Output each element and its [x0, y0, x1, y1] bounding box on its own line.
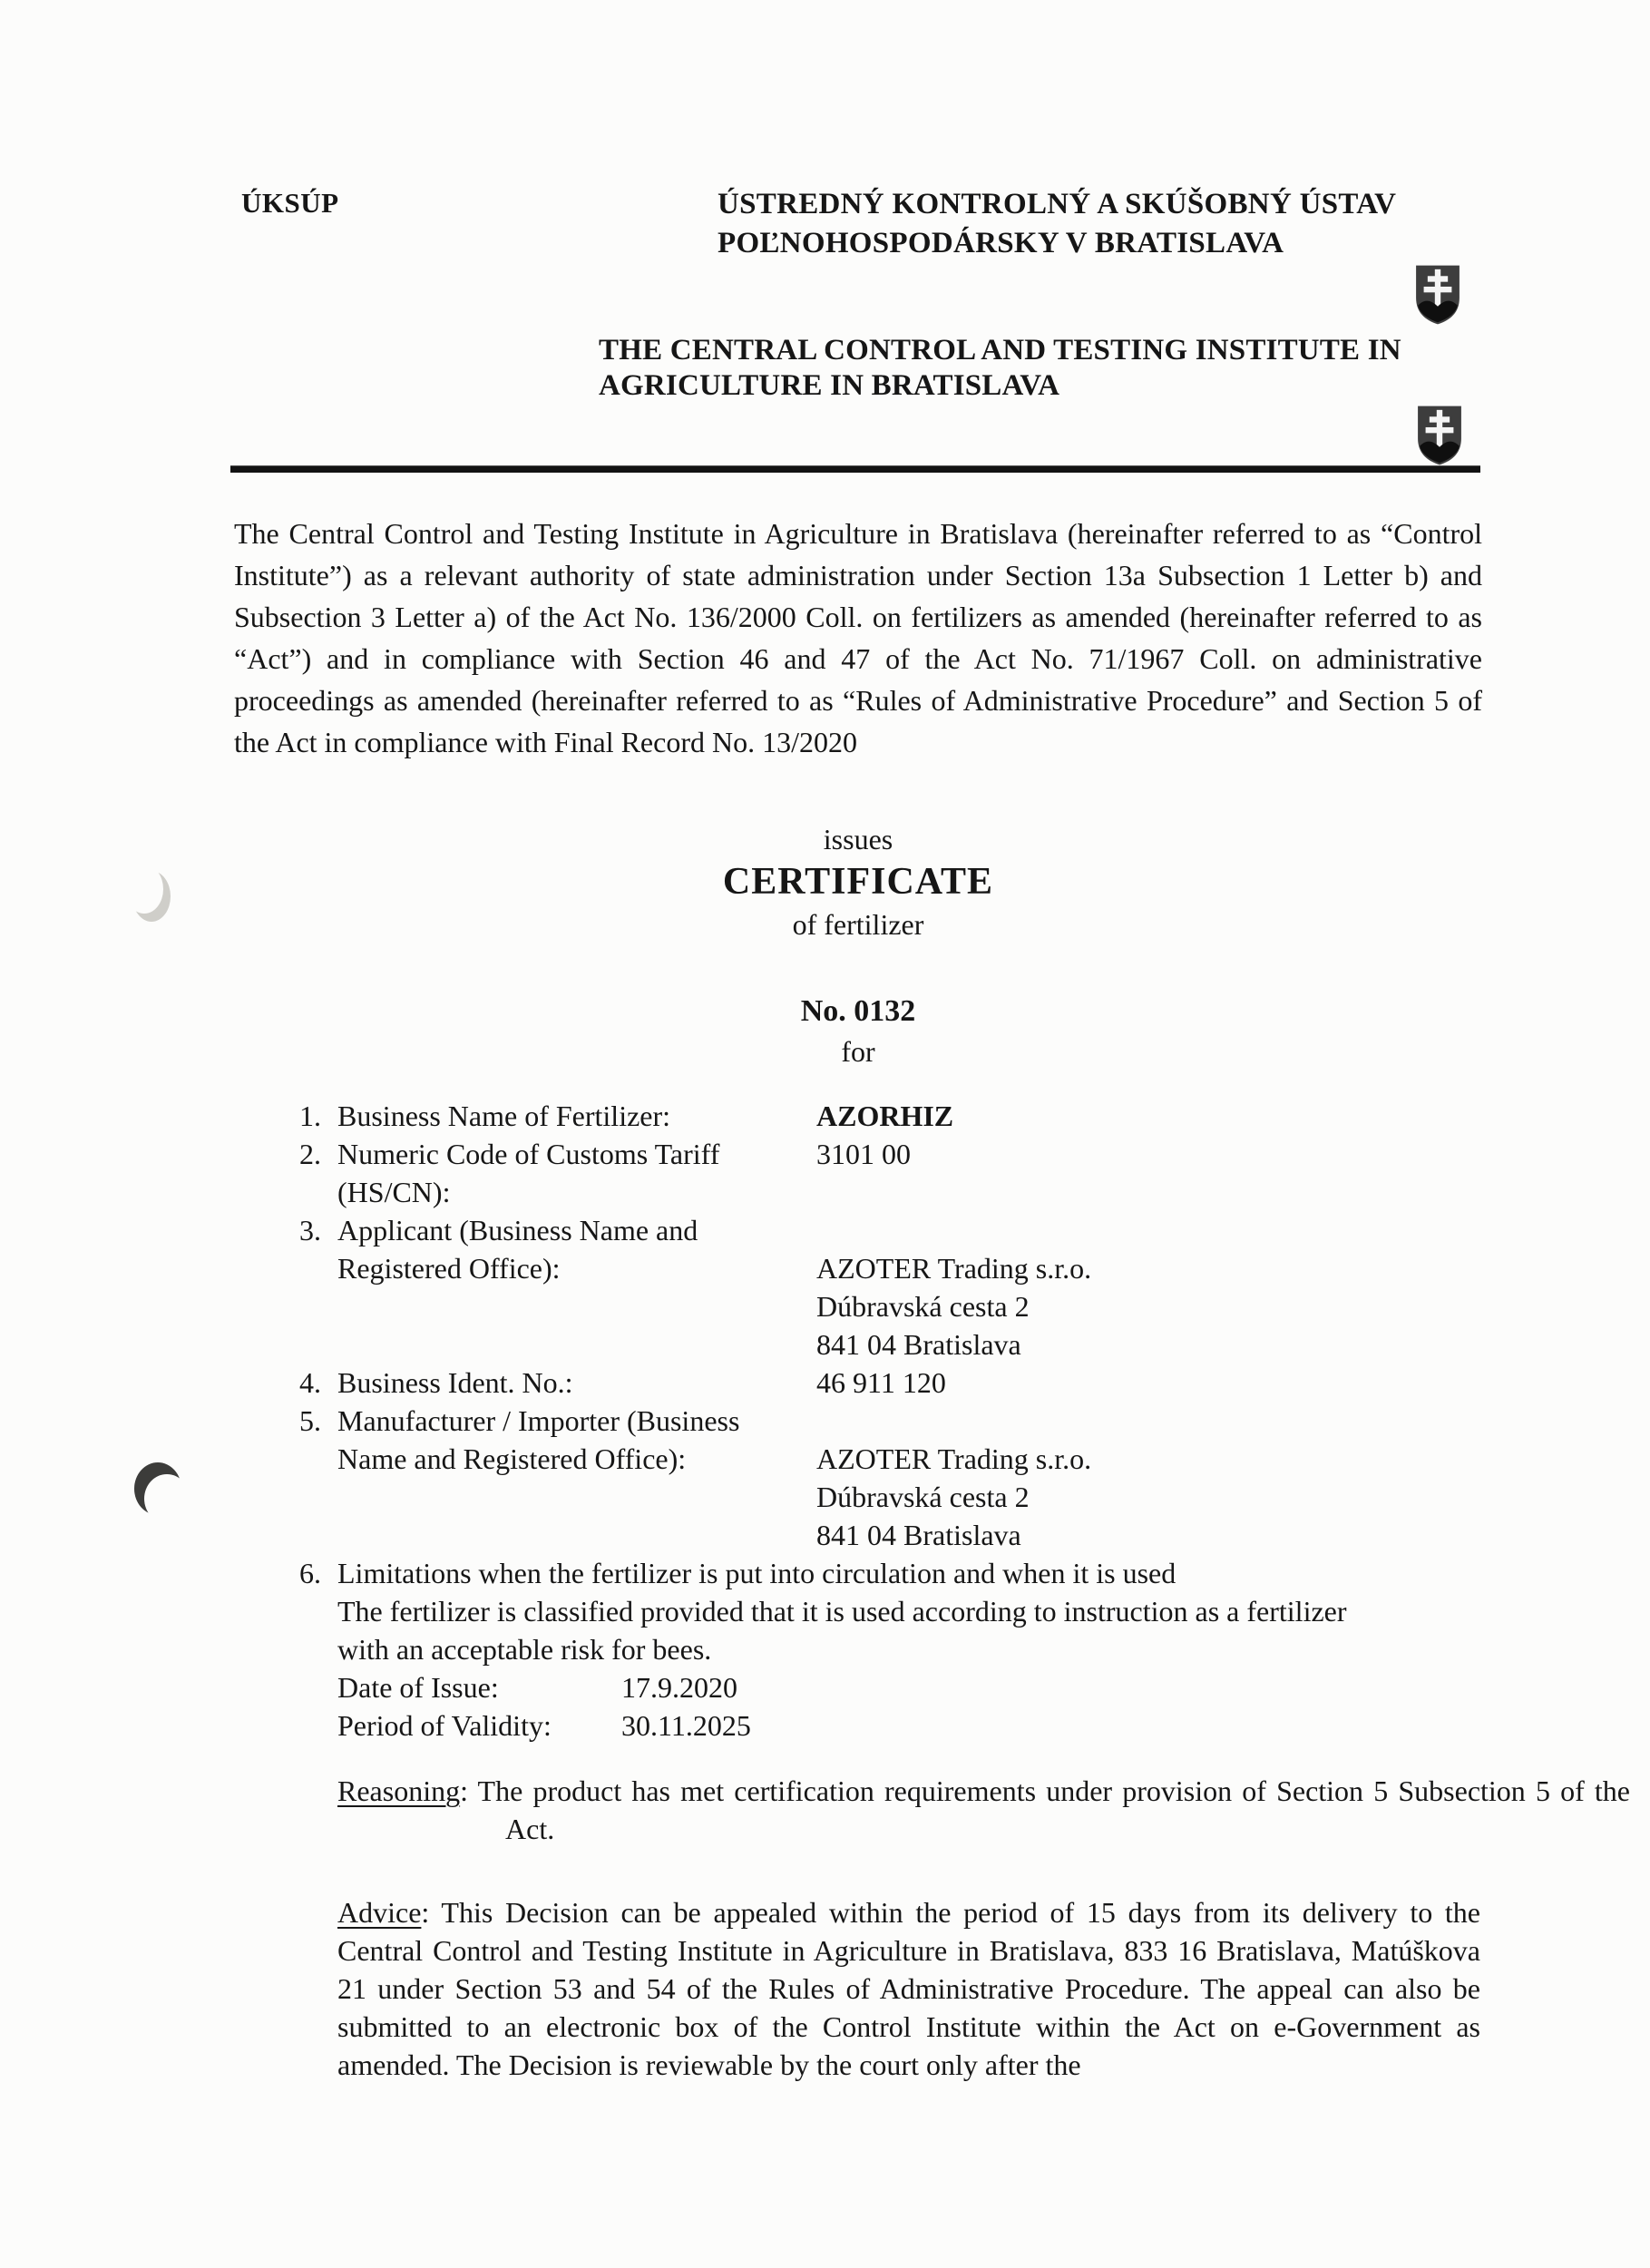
- org-name-english-line2: AGRICULTURE IN BRATISLAVA: [599, 369, 1060, 402]
- for-label: for: [841, 1035, 875, 1068]
- org-name-slovak-line2: POĽNOHOSPODÁRSKY V BRATISLAVA: [718, 227, 1284, 259]
- field-row-period-of-validity: [234, 1706, 1482, 1745]
- org-name-english: [599, 333, 1401, 404]
- field-row-customs-tariff-cont: [234, 1173, 1482, 1211]
- field-label: Manufacturer / Importer (Business: [337, 1404, 740, 1437]
- field-value: 30.11.2025: [621, 1709, 751, 1742]
- certificate-number: No. 0132: [800, 994, 916, 1028]
- item-number: 2.: [299, 1138, 321, 1170]
- slovak-coat-of-arms-icon: [1413, 264, 1462, 326]
- field-row-applicant-city: [234, 1325, 1482, 1364]
- field-text: with an acceptable risk for bees.: [337, 1633, 712, 1666]
- field-value: AZOTER Trading s.r.o.: [816, 1252, 1092, 1285]
- advice-text: : This Decision can be appealed within the period of 15 days from its delivery to the Central Control and Testing Institute in Agriculture in Bratislava, 833 16 Bratislava, Matúškova 21 under Section 53 and 54 of the Rules of Administrative Procedure. The appeal can also be submitted to an electronic box of the Control Institute within the Act on e-Government as amended. The Decision is reviewable by the court only after the: [337, 1896, 1480, 2081]
- field-row-limitations-text1: [234, 1592, 1482, 1630]
- field-row-applicant: [234, 1211, 1482, 1249]
- item-number: 3.: [299, 1214, 321, 1246]
- item-number: 6.: [299, 1557, 321, 1589]
- advice-label: Advice: [337, 1896, 422, 1929]
- reasoning-paragraph: [337, 1772, 1630, 1848]
- issues-label: issues: [823, 823, 893, 855]
- field-label: Numeric Code of Customs Tariff: [337, 1138, 720, 1170]
- field-value: Dúbravská cesta 2: [816, 1481, 1030, 1513]
- field-label: Applicant (Business Name and: [337, 1214, 698, 1246]
- field-value: AZORHIZ: [816, 1100, 954, 1132]
- reasoning-label: Reasoning: [337, 1774, 461, 1807]
- reasoning-text: : The product has met certification requirements under provision of Section 5 Subsection 5 of the Act.: [460, 1774, 1630, 1845]
- field-label: Business Name of Fertilizer:: [337, 1100, 671, 1132]
- org-name-slovak: [718, 185, 1396, 263]
- issuance-block: [234, 819, 1482, 1071]
- advice-paragraph: [337, 1893, 1480, 2084]
- field-row-manufacturer-cont: [234, 1440, 1482, 1478]
- punch-hole-artifact: [132, 871, 171, 922]
- punch-hole-artifact: [134, 1462, 181, 1515]
- field-label: Period of Validity:: [337, 1709, 552, 1742]
- field-value: 46 911 120: [816, 1366, 946, 1399]
- field-row-date-of-issue: [234, 1668, 1482, 1706]
- field-row-limitations: [234, 1554, 1482, 1592]
- item-number: 1.: [299, 1100, 321, 1132]
- field-value: AZOTER Trading s.r.o.: [816, 1442, 1092, 1475]
- org-name-english-line1: THE CENTRAL CONTROL AND TESTING INSTITUTE IN: [599, 334, 1401, 367]
- field-row-business-name: [234, 1097, 1482, 1135]
- field-row-applicant-cont: [234, 1249, 1482, 1287]
- field-row-business-ident: [234, 1364, 1482, 1402]
- field-value: 841 04 Bratislava: [816, 1519, 1021, 1551]
- field-text: The fertilizer is classified provided that it is used according to instruction as a fertilizer: [337, 1595, 1347, 1628]
- org-abbreviation: ÚKSÚP: [241, 187, 339, 219]
- certificate-fields-list: [234, 1097, 1482, 1745]
- field-value: 17.9.2020: [621, 1671, 737, 1704]
- slovak-coat-of-arms-icon: [1415, 405, 1464, 466]
- field-row-manufacturer-address: [234, 1478, 1482, 1516]
- field-row-customs-tariff: [234, 1135, 1482, 1173]
- item-number: 5.: [299, 1404, 321, 1437]
- org-name-slovak-line1: ÚSTREDNÝ KONTROLNÝ A SKÚŠOBNÝ ÚSTAV: [718, 188, 1397, 220]
- field-row-applicant-address: [234, 1287, 1482, 1325]
- certificate-subtitle: of fertilizer: [792, 908, 924, 941]
- field-label: (HS/CN):: [337, 1176, 451, 1208]
- field-label: Registered Office):: [337, 1252, 561, 1285]
- field-row-limitations-text2: [234, 1630, 1482, 1668]
- header-divider-rule: [230, 465, 1480, 473]
- field-value: 841 04 Bratislava: [816, 1328, 1021, 1361]
- field-value: Dúbravská cesta 2: [816, 1290, 1030, 1323]
- certificate-title: CERTIFICATE: [722, 861, 994, 903]
- field-label: Name and Registered Office):: [337, 1442, 687, 1475]
- field-row-manufacturer-city: [234, 1516, 1482, 1554]
- field-row-manufacturer: [234, 1402, 1482, 1440]
- field-text: Limitations when the fertilizer is put into circulation and when it is used: [337, 1557, 1176, 1589]
- preamble-paragraph: The Central Control and Testing Institute in Agriculture in Bratislava (hereinafter referred to as “Control Institute”) as a relevant authority of state administration under Section 13a Subsection 1 Letter b) and Subsection 3 Letter a) of the Act No. 136/2000 Coll. on fertilizers as amended (hereinafter referred to as “Act”) and in compliance with Section 46 and 47 of the Act No. 71/1967 Coll. on administrative proceedings as amended (hereinafter referred to as “Rules of Administrative Procedure” and Section 5 of the Act in compliance with Final Record No. 13/2020: [234, 517, 1482, 758]
- field-label: Date of Issue:: [337, 1671, 499, 1704]
- field-value: 3101 00: [816, 1138, 911, 1170]
- item-number: 4.: [299, 1366, 321, 1399]
- field-label: Business Ident. No.:: [337, 1366, 573, 1399]
